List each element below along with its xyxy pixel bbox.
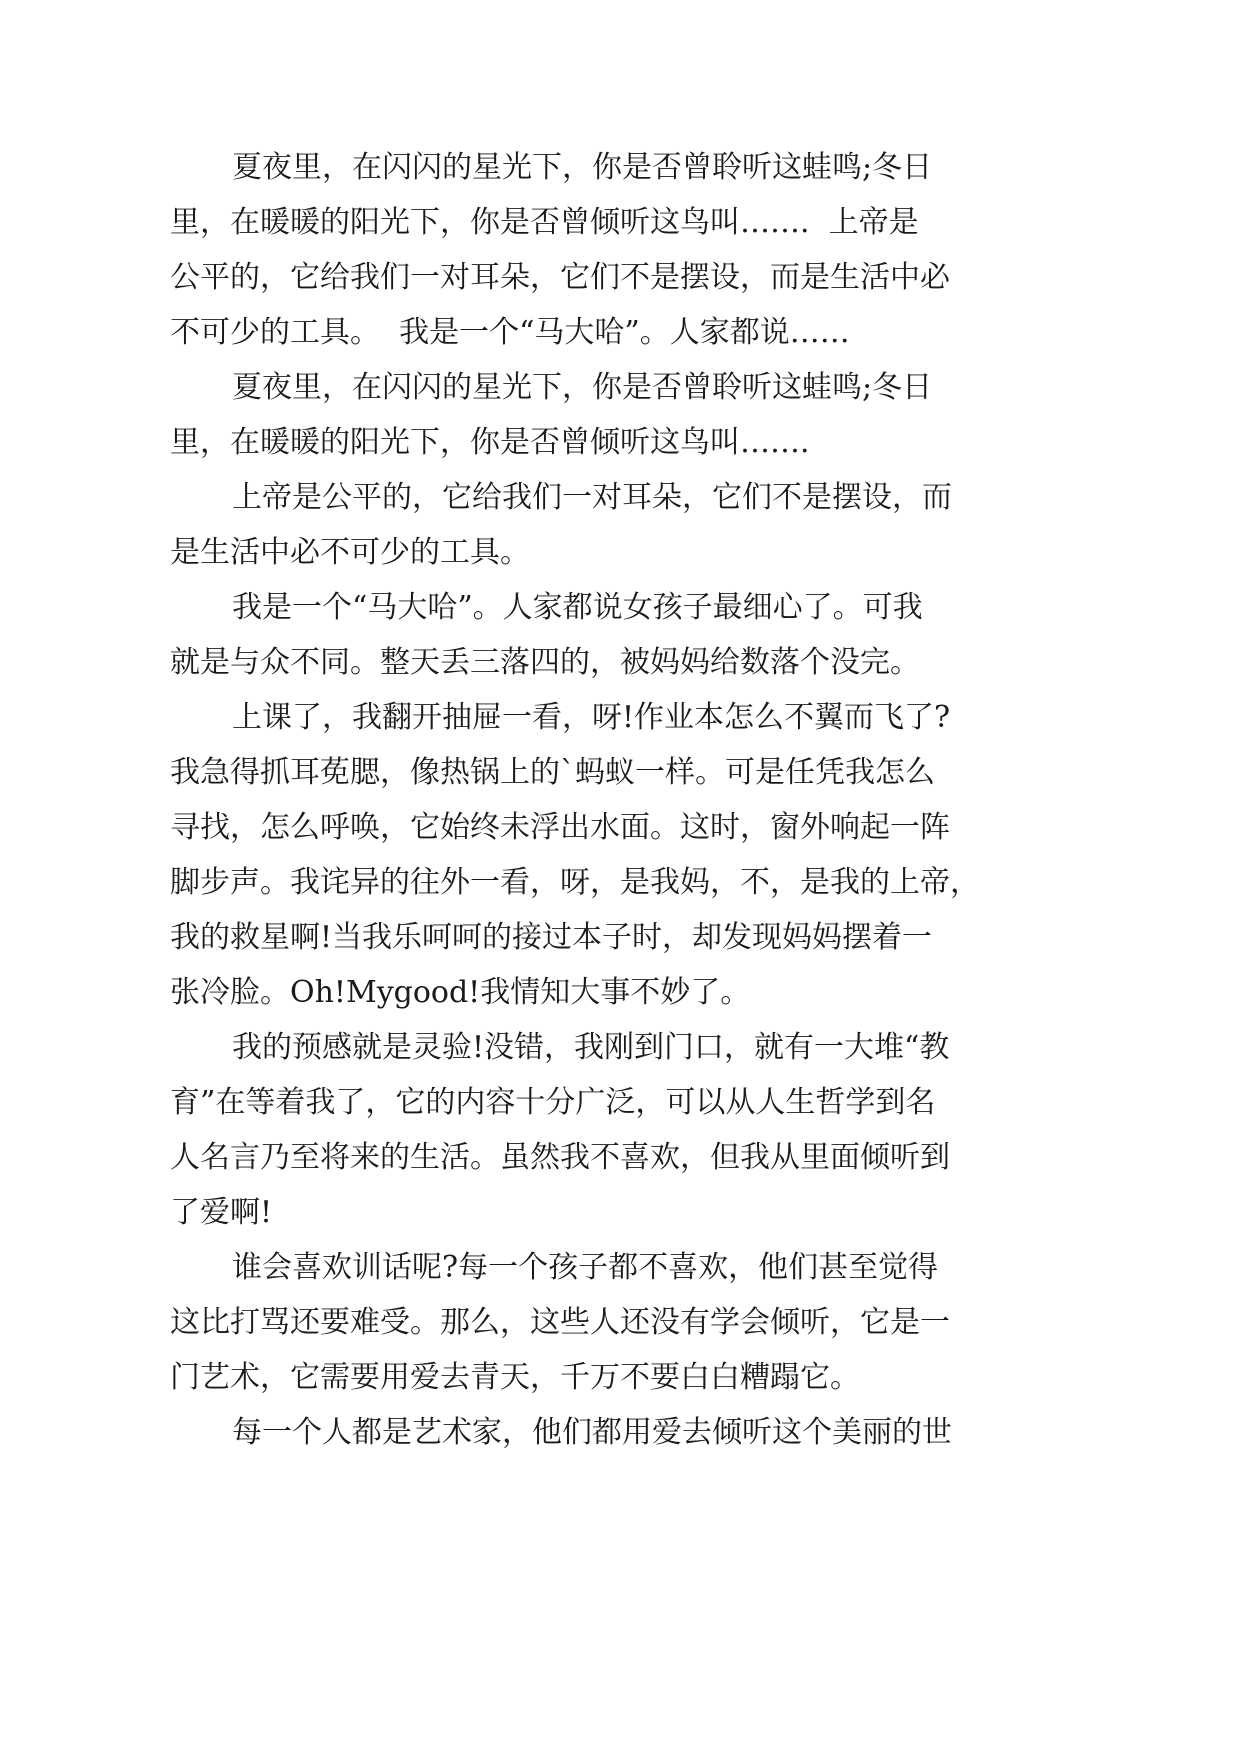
text-line: 是生活中必不可少的工具。 <box>170 535 530 570</box>
text-line: 上课了，我翻开抽屉一看，呀!作业本怎么不翼而飞了? <box>232 700 951 735</box>
text-line: 不可少的工具。 我是一个“马大哈”。人家都说…… <box>170 315 850 350</box>
text-line: 了爱啊! <box>170 1195 273 1230</box>
text-line: 我的预感就是灵验!没错，我刚到门口，就有一大堆“教 <box>232 1030 950 1065</box>
text-line: 我的救星啊!当我乐呵呵的接过本子时，却发现妈妈摆着一 <box>170 920 933 955</box>
text-line: 上帝是公平的，它给我们一对耳朵，它们不是摆设，而 <box>232 480 952 515</box>
text-line: 里，在暖暖的阳光下，你是否曾倾听这鸟叫……. <box>170 425 810 460</box>
text-line: 这比打骂还要难受。那么，这些人还没有学会倾听，它是一 <box>170 1305 950 1340</box>
text-line: 我急得抓耳莬腮，像热锅上的`蚂蚁一样。可是任凭我怎么 <box>170 755 935 790</box>
text-line: 公平的，它给我们一对耳朵，它们不是摆设，而是生活中必 <box>170 260 950 295</box>
text-line: 谁会喜欢训话呢?每一个孩子都不喜欢，他们甚至觉得 <box>232 1250 939 1285</box>
text-line: 里，在暖暖的阳光下，你是否曾倾听这鸟叫……. 上帝是 <box>170 205 919 240</box>
text-line: 就是与众不同。整天丢三落四的，被妈妈给数落个没完。 <box>170 645 920 680</box>
text-line: 寻找，怎么呼唤，它始终未浮出水面。这时，窗外响起一阵 <box>170 810 950 845</box>
text-line: 夏夜里，在闪闪的星光下，你是否曾聆听这蛙鸣;冬日 <box>232 370 933 405</box>
text-line: 脚步声。我诧异的往外一看，呀，是我妈，不，是我的上帝， <box>170 865 980 900</box>
text-line: 门艺术，它需要用爱去青天，千万不要白白糟蹋它。 <box>170 1360 860 1395</box>
text-line: 人名言乃至将来的生活。虽然我不喜欢，但我从里面倾听到 <box>170 1140 950 1175</box>
text-line: 张冷脸。Oh!Mygood!我情知大事不妙了。 <box>170 975 751 1010</box>
text-line: 我是一个“马大哈”。人家都说女孩子最细心了。可我 <box>232 590 923 625</box>
text-line: 夏夜里，在闪闪的星光下，你是否曾聆听这蛙鸣;冬日 <box>232 150 933 185</box>
text-line: 育”在等着我了，它的内容十分广泛，可以从人生哲学到名 <box>170 1085 936 1120</box>
text-line: 每一个人都是艺术家，他们都用爱去倾听这个美丽的世 <box>232 1415 952 1450</box>
